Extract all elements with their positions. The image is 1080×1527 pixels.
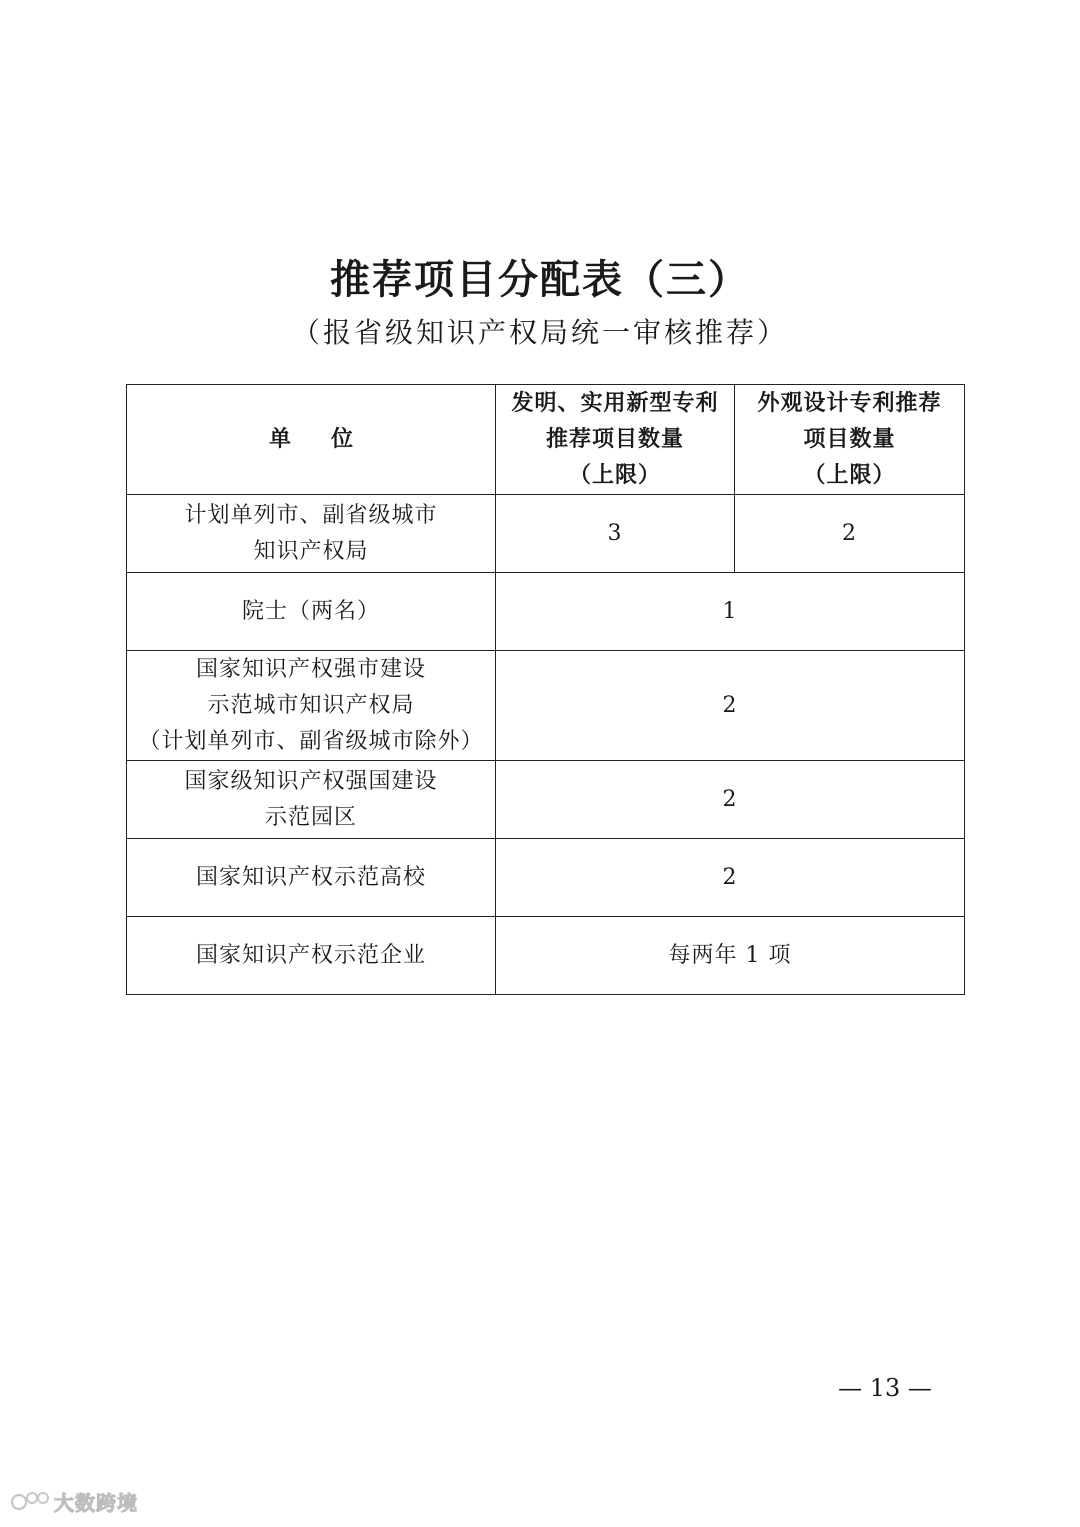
- header-line: 外观设计专利推荐: [757, 390, 942, 416]
- unit-cell: [127, 917, 496, 995]
- table-row: [127, 573, 965, 651]
- header-line: （上限）: [803, 462, 896, 488]
- header-line: 发明、实用新型专利: [511, 390, 719, 416]
- merged-count-cell: 2: [496, 761, 965, 839]
- page-number: — 13 —: [838, 1374, 932, 1402]
- watermark-text: 大数跨境: [54, 1490, 138, 1515]
- table-row: [127, 839, 965, 917]
- merged-count-cell: 1: [496, 573, 965, 651]
- unit-cell: [127, 839, 496, 917]
- page-subtitle: （报省级知识产权局统一审核推荐）: [291, 316, 788, 349]
- merged-count-cell: 2: [496, 839, 965, 917]
- unit-cell: [127, 761, 496, 839]
- header-invention-utility: [496, 385, 735, 495]
- allocation-table: [126, 384, 965, 995]
- header-design: [735, 385, 965, 495]
- page-title: 推荐项目分配表（三）: [330, 257, 750, 303]
- header-line: （上限）: [568, 462, 661, 488]
- design-count-cell: 2: [735, 495, 965, 573]
- unit-line: 示范城市知识产权局: [207, 692, 415, 718]
- unit-line: 知识产权局: [253, 538, 369, 564]
- table-row: [127, 917, 965, 995]
- unit-line: 国家级知识产权强国建设: [184, 768, 438, 794]
- unit-line: （计划单列市、副省级城市除外）: [138, 728, 484, 754]
- watermark: [10, 1488, 138, 1514]
- header-unit: [127, 385, 496, 495]
- table-row: [127, 495, 965, 573]
- unit-line: 国家知识产权示范企业: [195, 942, 426, 968]
- header-line: 项目数量: [803, 426, 896, 452]
- brand-logo-icon: [10, 1490, 50, 1512]
- merged-count-cell: 每两年 1 项: [496, 917, 965, 995]
- invention-count-cell: 3: [496, 495, 735, 573]
- table-row: [127, 651, 965, 761]
- unit-line: 国家知识产权示范高校: [195, 864, 426, 890]
- unit-line: 国家知识产权强市建设: [195, 656, 426, 682]
- unit-line: 计划单列市、副省级城市: [184, 502, 438, 528]
- unit-line: 示范园区: [264, 804, 357, 830]
- unit-cell: [127, 573, 496, 651]
- unit-cell: [127, 495, 496, 573]
- unit-cell: [127, 651, 496, 761]
- table-header-row: [127, 385, 965, 495]
- merged-count-cell: 2: [496, 651, 965, 761]
- header-unit-label: 单位: [268, 426, 393, 452]
- table-row: [127, 761, 965, 839]
- header-line: 推荐项目数量: [545, 426, 684, 452]
- unit-line: 院士（两名）: [241, 598, 380, 624]
